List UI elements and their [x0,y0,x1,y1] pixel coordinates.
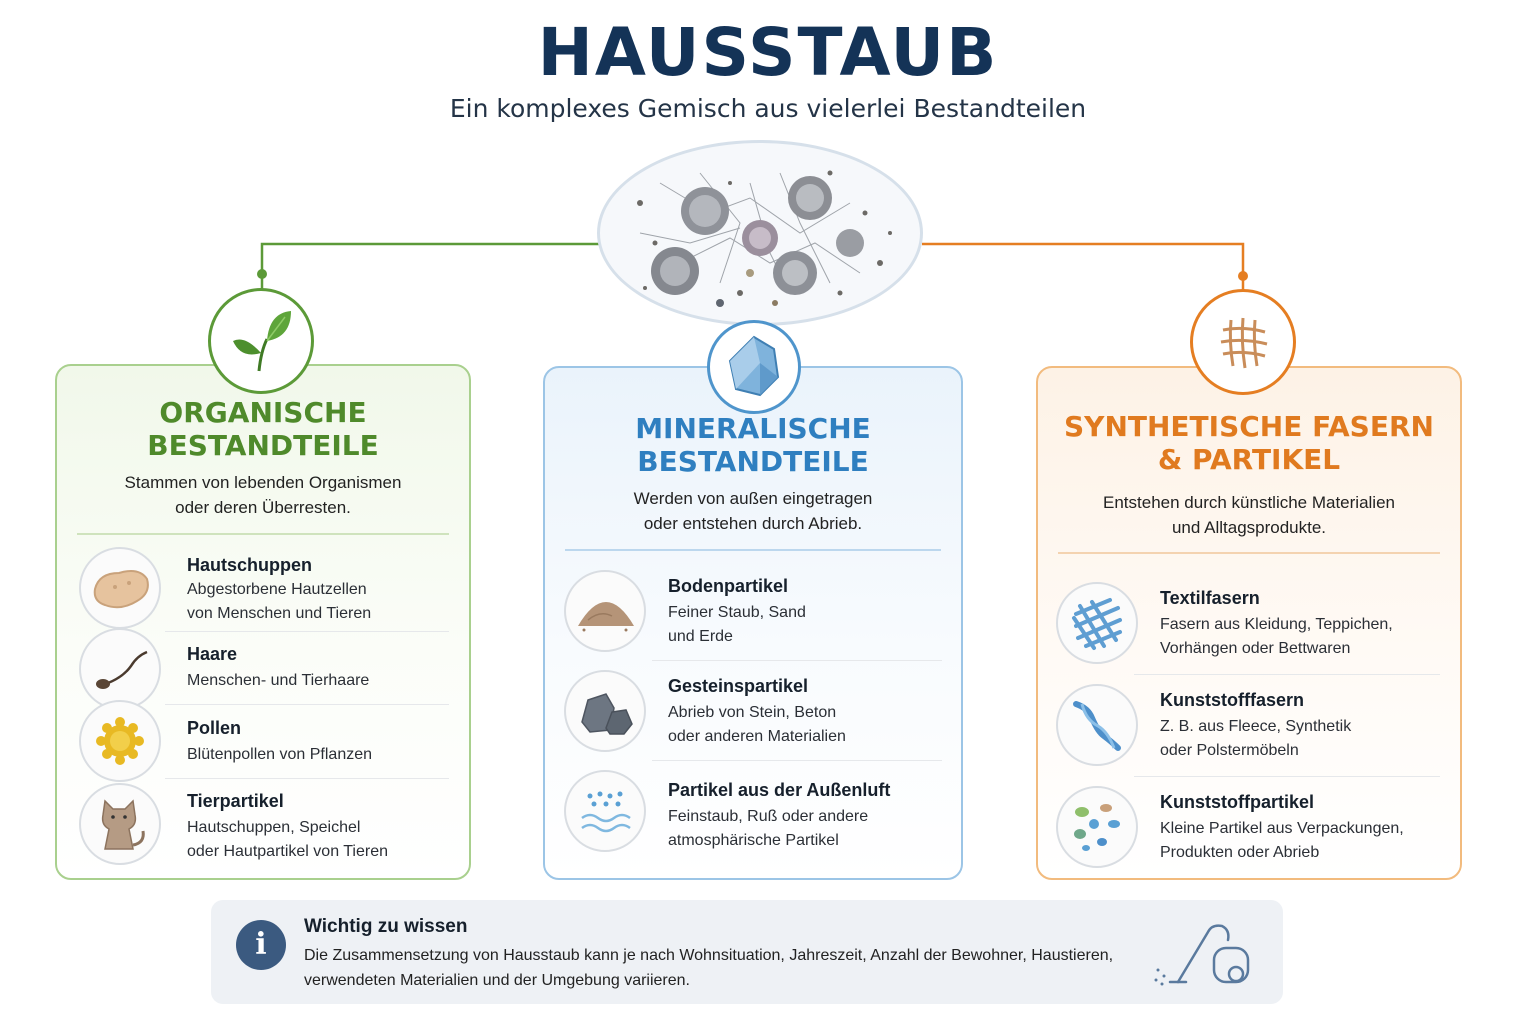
air-particles-icon [564,770,646,852]
list-item: Tierpartikel Hautschuppen, Speichel oder Hautpartikel von Tieren [79,783,451,865]
list-item: Haare Menschen- und Tierhaare [79,628,451,704]
fiber-mesh-icon [1190,289,1296,395]
connector-orange [922,244,1243,276]
textile-weave-icon [1056,582,1138,664]
mineral-description: Werden von außen eingetragen oder entstehen durch Abrieb. [633,489,873,533]
info-text: Die Zusammensetzung von Hausstaub kann je nach Wohnsituation, Jahreszeit, Anzahl der Bewohner, Haustieren, verwendeten Materialien und der Umgebung variieren. [304,947,1114,989]
list-item: Kunststoffpartikel Kleine Partikel aus Verpackungen, Produkten oder Abrieb [1056,786,1440,868]
skin-flake-icon [79,547,161,629]
connector-green [262,244,600,274]
list-item: Textilfasern Fasern aus Kleidung, Teppichen, Vorhängen oder Bettwaren [1056,582,1440,674]
twisted-fiber-icon [1056,684,1138,766]
pollen-icon [79,700,161,782]
mineral-divider [565,549,941,551]
dust-particles-icon [600,143,920,323]
info-icon: i [236,920,286,970]
list-item: Bodenpartikel Feiner Staub, Sand und Erde [564,570,942,660]
rocks-icon [564,670,646,752]
list-item: Hautschuppen Abgestorbene Hautzellen von Menschen und Tieren [79,547,451,629]
list-item: Pollen Blütenpollen von Pflanzen [79,700,451,780]
info-title: Wichtig zu wissen [304,916,468,937]
plastic-particles-icon [1056,786,1138,868]
vacuum-cleaner-icon [1150,910,1260,994]
leaf-icon [208,288,314,394]
mineral-title: MINERALISCHE BESTANDTEILE [635,412,871,478]
synthetic-title: SYNTHETISCHE FASERN & PARTIKEL [1064,410,1434,476]
organic-divider [77,533,449,535]
list-item: Kunststofffasern Z. B. aus Fleece, Synthetik oder Polstermöbeln [1056,684,1440,776]
page-subtitle: Ein komplexes Gemisch aus vielerlei Bestandteilen [449,94,1087,123]
dust-illustration [597,140,923,326]
page-title: HAUSSTAUB [537,14,999,91]
organic-description: Stammen von lebenden Organismen oder deren Überresten. [124,473,402,517]
soil-pile-icon [564,570,646,652]
list-item: Partikel aus der Außenluft Feinstaub, Ruß oder andere atmosphärische Partikel [564,770,942,860]
synthetic-description: Entstehen durch künstliche Materialien und Alltagsprodukte. [1103,493,1395,537]
crystal-icon [707,320,801,414]
organic-title: ORGANISCHE BESTANDTEILE [147,396,379,462]
list-item: Gesteinspartikel Abrieb von Stein, Beton oder anderen Materialien [564,670,942,760]
hair-icon [79,628,161,710]
cat-icon [79,783,161,865]
synthetic-divider [1058,552,1440,554]
